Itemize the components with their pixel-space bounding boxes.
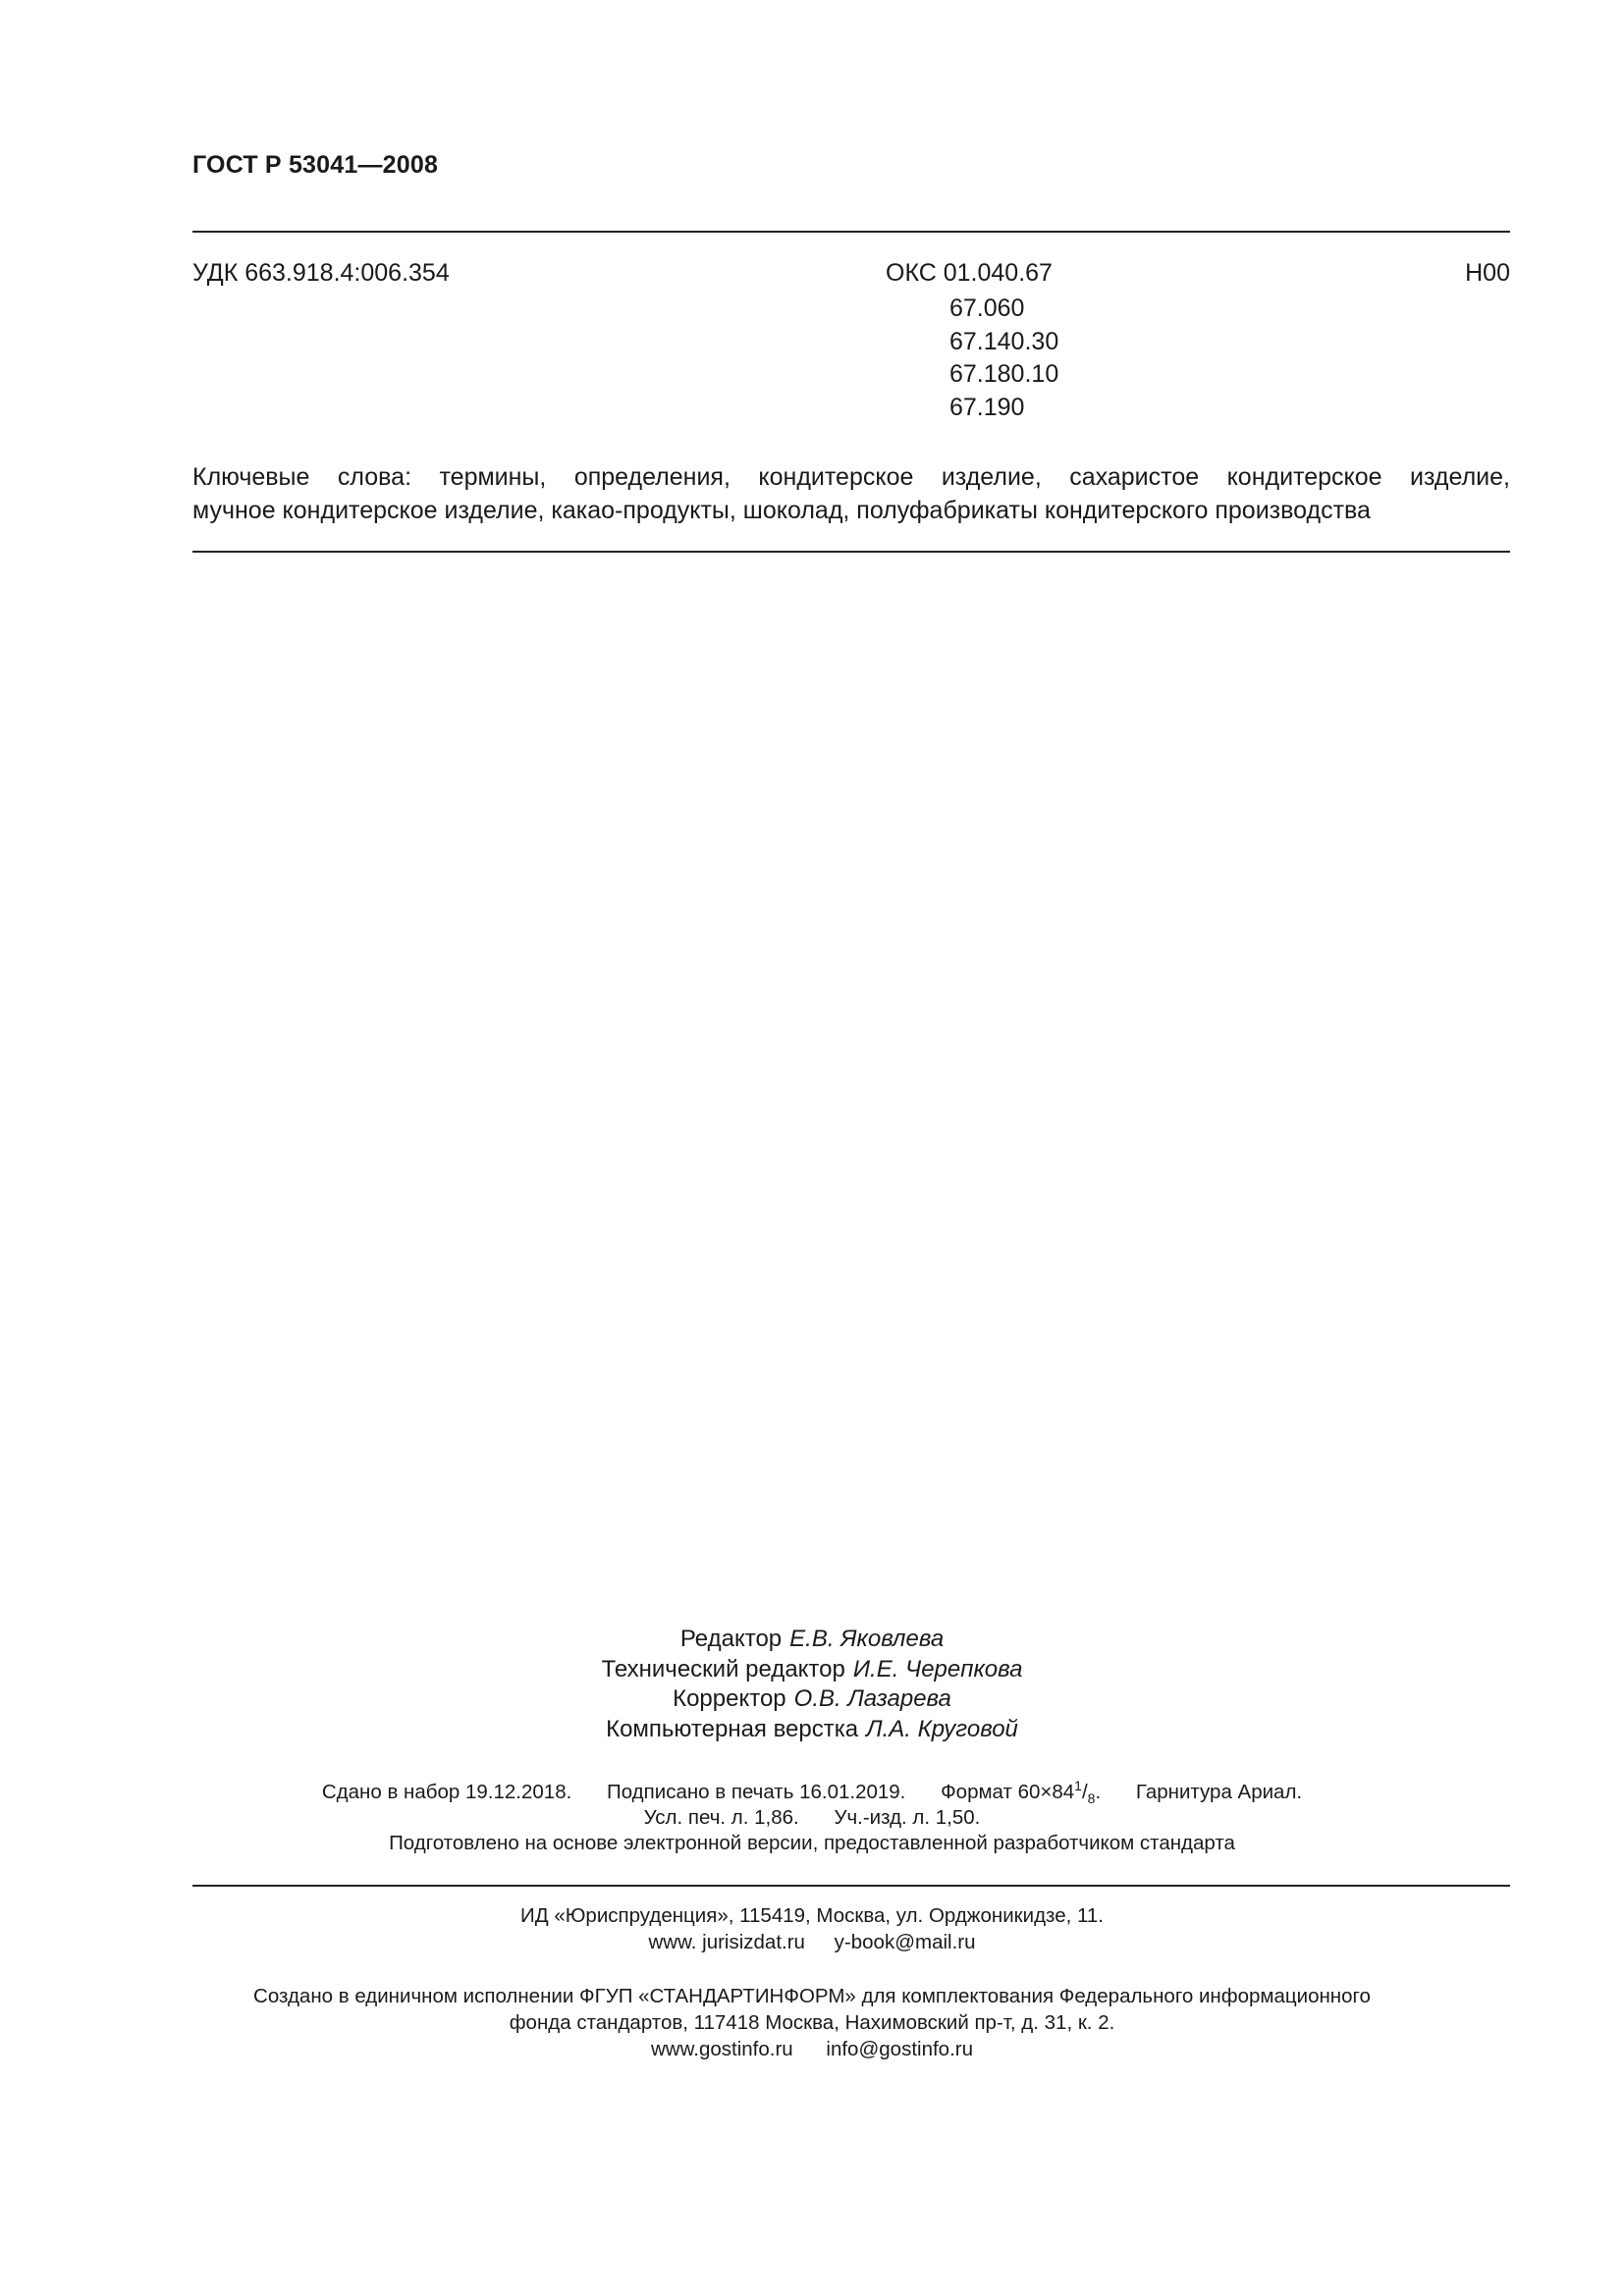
credit-row xyxy=(0,1684,1624,1715)
divider-top xyxy=(192,231,1510,233)
credit-role: Компьютерная верстка xyxy=(606,1715,859,1742)
credit-row xyxy=(0,1625,1624,1655)
keywords-line: мучное кондитерское изделие, какао-продукты, шоколад, полуфабрикаты кондитерского производства xyxy=(192,496,1371,524)
print-info-row xyxy=(0,1780,1624,1805)
signed-date: Подписано в печать 16.01.2019. xyxy=(607,1781,906,1803)
creator-contacts xyxy=(0,2036,1624,2062)
publisher-address: ИД «Юриспруденция», 115419, Москва, ул. Орджоникидзе, 11. xyxy=(520,1904,1104,1927)
divider-bottom xyxy=(192,1885,1510,1887)
creator-info xyxy=(0,1983,1624,2062)
group-code: Н00 xyxy=(1465,259,1510,287)
oks-code-list xyxy=(949,293,1058,424)
print-sheets: Усл. печ. л. 1,86. xyxy=(643,1806,799,1829)
credit-role: Редактор xyxy=(679,1626,783,1652)
credit-name: И.Е. Черепкова xyxy=(852,1655,1023,1682)
creator-line: Создано в единичном исполнении ФГУП «СТАНДАРТИНФОРМ» для комплектования Федерального информационного xyxy=(253,1985,1371,2007)
publisher-contacts xyxy=(0,1929,1624,1955)
edition-sheets: Уч.-изд. л. 1,50. xyxy=(834,1806,981,1829)
publisher-email: y-book@mail.ru xyxy=(834,1931,976,1953)
oks-code-item: 67.180.10 xyxy=(949,360,1059,388)
publisher-info xyxy=(0,1902,1624,1955)
credits xyxy=(0,1625,1624,1744)
creator-line: фонда стандартов, 117418 Москва, Нахимовский пр-т, д. 31, к. 2. xyxy=(509,2011,1115,2034)
oks-code-item: 67.140.30 xyxy=(949,327,1059,355)
credit-row xyxy=(0,1715,1624,1745)
submitted-date: Сдано в набор 19.12.2018. xyxy=(321,1781,572,1803)
oks-code: ОКС 01.040.67 xyxy=(886,259,1053,287)
credit-role: Технический редактор xyxy=(601,1655,845,1682)
creator-email: info@gostinfo.ru xyxy=(826,2038,973,2060)
typeface: Гарнитура Ариал. xyxy=(1135,1781,1303,1803)
oks-code-item: 67.060 xyxy=(949,294,1025,322)
credit-name: Е.В. Яковлева xyxy=(789,1626,945,1652)
print-info-row xyxy=(0,1805,1624,1831)
keywords-line: Ключевые слова: термины, определения, кондитерское изделие, сахаристое кондитерское изделие, xyxy=(192,463,1510,491)
paper-format: Формат $60\times 84^1/_8$. xyxy=(941,1778,1102,1807)
creator-website: www.gostinfo.ru xyxy=(651,2038,793,2060)
oks-code-item: 67.190 xyxy=(949,393,1025,421)
credit-row xyxy=(0,1655,1624,1685)
credit-name: Л.А. Круговой xyxy=(866,1715,1018,1742)
credit-role: Корректор xyxy=(673,1685,786,1712)
print-info xyxy=(0,1780,1624,1856)
credit-name: О.В. Лазарева xyxy=(793,1685,951,1712)
prepared-note: Подготовлено на основе электронной версии, предоставленной разработчиком стандарта xyxy=(389,1832,1235,1854)
keywords xyxy=(192,461,1510,527)
divider-keywords xyxy=(192,551,1510,553)
standard-number: ГОСТ Р 53041—2008 xyxy=(192,151,439,179)
publisher-website: www. jurisizdat.ru xyxy=(648,1931,805,1953)
udk-code: УДК 663.918.4:006.354 xyxy=(192,259,450,287)
